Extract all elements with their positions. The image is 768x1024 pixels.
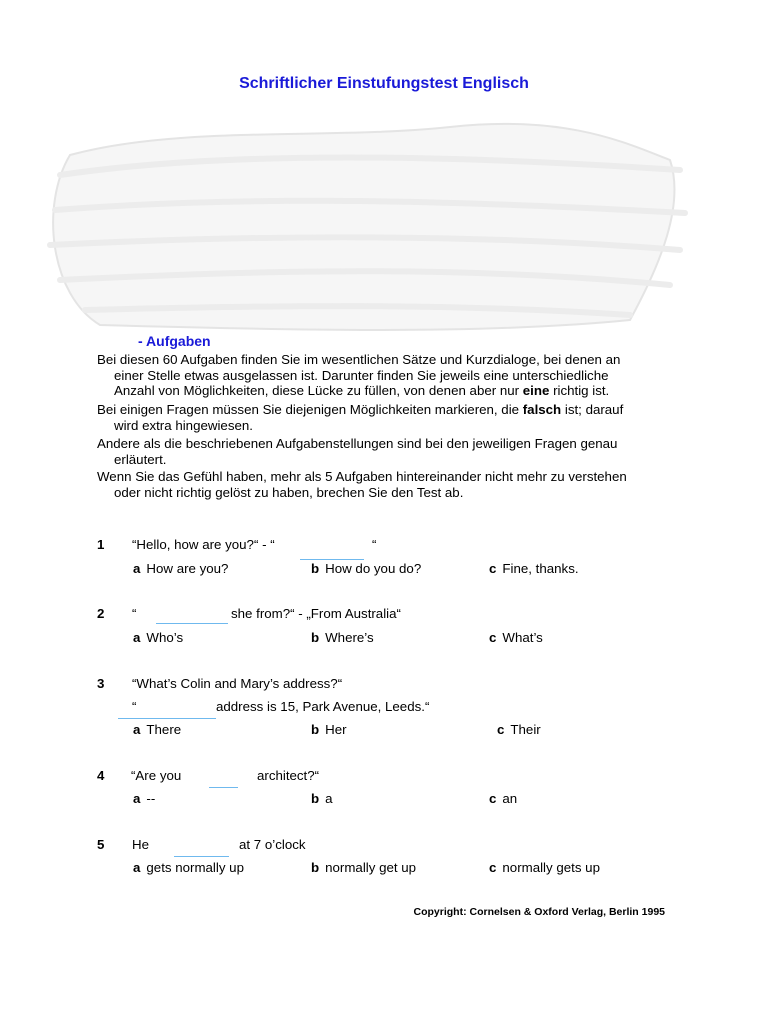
intro-paragraph-2: Bei einigen Fragen müssen Sie diejenigen Möglichkeiten markieren, die falsch ist; darauf wird extra hingewiesen. xyxy=(97,402,624,433)
option-b[interactable]: b normally get up xyxy=(311,860,417,875)
answer-blank xyxy=(300,559,364,560)
option-b[interactable]: b a xyxy=(311,791,333,806)
page-title: Schriftlicher Einstufungstest Englisch xyxy=(239,75,529,92)
option-a[interactable]: a Who’s xyxy=(133,630,184,645)
question-stem: “ xyxy=(372,537,377,552)
question-stem: at 7 o’clock xyxy=(239,837,306,852)
option-b[interactable]: b How do you do? xyxy=(311,561,422,576)
option-a[interactable]: a gets normally up xyxy=(133,860,244,875)
question-stem: “ xyxy=(132,699,137,714)
question-number: 2 xyxy=(97,606,105,621)
option-a[interactable]: a There xyxy=(133,722,182,737)
question-stem: address is 15, Park Avenue, Leeds.“ xyxy=(216,699,430,714)
question-number: 5 xyxy=(97,837,105,852)
option-c[interactable]: c an xyxy=(489,791,518,806)
intro-paragraph-4: Wenn Sie das Gefühl haben, mehr als 5 Aufgaben hintereinander nicht mehr zu verstehen oder nicht richtig gelöst zu haben, brechen Sie den Test ab. xyxy=(97,469,627,500)
question-stem: “ xyxy=(132,606,137,621)
copyright-notice: Copyright: Cornelsen & Oxford Verlag, Berlin 1995 xyxy=(413,906,665,918)
option-c[interactable]: c normally gets up xyxy=(489,860,600,875)
option-c[interactable]: c Fine, thanks. xyxy=(489,561,579,576)
answer-blank xyxy=(156,623,228,624)
question-stem: she from?“ - „From Australia“ xyxy=(231,606,401,621)
option-c[interactable]: c What’s xyxy=(489,630,543,645)
question-number: 1 xyxy=(97,537,105,552)
question-stem: “Hello, how are you?“ - “ xyxy=(132,537,275,552)
option-a[interactable]: a How are you? xyxy=(133,561,229,576)
redaction-scribble xyxy=(30,115,690,340)
question-stem: “Are you xyxy=(131,768,182,783)
option-b[interactable]: b Where’s xyxy=(311,630,374,645)
intro-paragraph-1: Bei diesen 60 Aufgaben finden Sie im wesentlichen Sätze und Kurzdialoge, bei denen an einer Stelle etwas ausgelassen ist. Darunter finden Sie jeweils eine unterschiedliche Anzahl von Möglichkeiten, diese Lücke zu füllen, von denen aber nur eine richtig ist. xyxy=(97,352,621,398)
section-heading: - Aufgaben xyxy=(138,333,211,349)
question-stem: He xyxy=(132,837,149,852)
answer-blank xyxy=(118,718,216,719)
answer-blank xyxy=(174,856,229,857)
answer-blank xyxy=(209,787,238,788)
option-b[interactable]: b Her xyxy=(311,722,347,737)
question-stem: “What’s Colin and Mary’s address?“ xyxy=(132,676,343,691)
question-number: 4 xyxy=(97,768,105,783)
option-a[interactable]: a -- xyxy=(133,791,156,806)
option-c[interactable]: c Their xyxy=(497,722,541,737)
question-number: 3 xyxy=(97,676,105,691)
question-stem: architect?“ xyxy=(257,768,320,783)
intro-paragraph-3: Andere als die beschriebenen Aufgabenstellungen sind bei den jeweiligen Fragen genau erläutert. xyxy=(97,436,618,467)
